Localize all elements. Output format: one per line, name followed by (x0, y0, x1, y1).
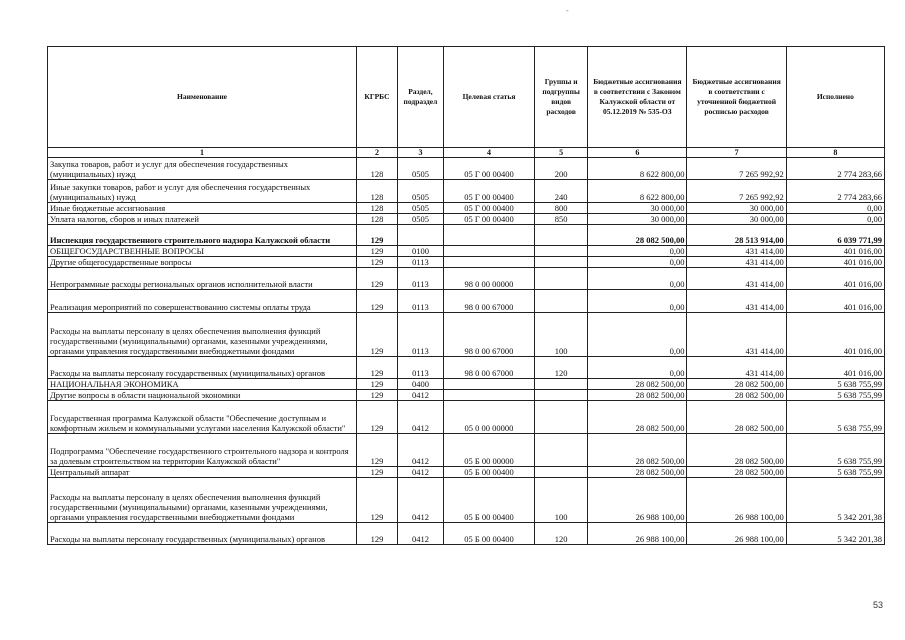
row-name: Иные закупки товаров, работ и услуг для обеспечения государственных (муниципальных) нужд (48, 180, 357, 203)
row-law: 30 000,00 (588, 203, 687, 214)
row-target: 98 0 00 67000 (443, 313, 534, 357)
row-law: 0,00 (588, 313, 687, 357)
row-name: НАЦИОНАЛЬНАЯ ЭКОНОМИКА (48, 379, 357, 390)
row-section: 0113 (397, 357, 443, 379)
row-target: 05 Б 00 00400 (443, 467, 534, 478)
row-kgrbs: 128 (357, 158, 398, 180)
row-law: 30 000,00 (588, 214, 687, 225)
row-name: Инспекция государственного строительного надзора Калужской области (48, 225, 357, 246)
row-refined: 28 082 500,00 (687, 390, 786, 401)
column-number: 5 (535, 148, 588, 158)
row-group (535, 268, 588, 290)
row-group: 850 (535, 214, 588, 225)
row-target: 05 Б 00 00000 (443, 434, 534, 467)
row-section: 0412 (397, 467, 443, 478)
row-target: 05 Г 00 00400 (443, 180, 534, 203)
row-group (535, 225, 588, 246)
row-law: 0,00 (588, 257, 687, 268)
row-name: Расходы на выплаты персоналу государственных (муниципальных) органов (48, 357, 357, 379)
row-executed: 5 638 755,99 (786, 401, 884, 434)
row-target: 98 0 00 67000 (443, 357, 534, 379)
row-group (535, 290, 588, 313)
header-name: Наименование (48, 47, 357, 148)
row-law: 28 082 500,00 (588, 379, 687, 390)
row-target: 05 Б 00 00400 (443, 523, 534, 545)
row-name: Другие вопросы в области национальной экономики (48, 390, 357, 401)
row-refined: 28 082 500,00 (687, 401, 786, 434)
row-group (535, 390, 588, 401)
row-refined: 431 414,00 (687, 268, 786, 290)
page-number: 53 (873, 600, 884, 610)
row-name: Другие общегосударственные вопросы (48, 257, 357, 268)
row-executed: 401 016,00 (786, 268, 884, 290)
column-number: 7 (687, 148, 786, 158)
row-refined: 28 513 914,00 (687, 225, 786, 246)
row-refined: 30 000,00 (687, 214, 786, 225)
row-executed: 5 342 201,38 (786, 523, 884, 545)
header-group: Группы и подгруппы видов расходов (535, 47, 588, 148)
row-section: 0505 (397, 214, 443, 225)
row-section: 0412 (397, 401, 443, 434)
row-law: 8 622 800,00 (588, 158, 687, 180)
row-section: 0113 (397, 257, 443, 268)
row-target: 98 0 00 00000 (443, 268, 534, 290)
row-target (443, 246, 534, 257)
row-group (535, 379, 588, 390)
row-refined: 28 082 500,00 (687, 379, 786, 390)
row-kgrbs: 129 (357, 313, 398, 357)
row-name: Государственная программа Калужской области "Обеспечение доступным и комфортным жильем и коммунальными услугами населения Калужской области" (48, 401, 357, 434)
row-target (443, 225, 534, 246)
column-number: 1 (48, 148, 357, 158)
row-executed: 5 638 755,99 (786, 390, 884, 401)
row-name: Подпрограмма "Обеспечение государственного строительного надзора и контроля за долевым строительством на территории Калужской области" (48, 434, 357, 467)
row-section: 0412 (397, 478, 443, 523)
row-name: Реализация мероприятий по совершенствованию системы оплаты труда (48, 290, 357, 313)
row-kgrbs: 129 (357, 246, 398, 257)
row-law: 26 988 100,00 (588, 478, 687, 523)
table-row (48, 401, 885, 434)
row-name: Иные бюджетные ассигнования (48, 203, 357, 214)
row-group: 120 (535, 357, 588, 379)
row-kgrbs: 128 (357, 203, 398, 214)
row-section (397, 225, 443, 246)
row-executed: 5 638 755,99 (786, 467, 884, 478)
row-name: ОБЩЕГОСУДАРСТВЕННЫЕ ВОПРОСЫ (48, 246, 357, 257)
row-group (535, 467, 588, 478)
row-law: 0,00 (588, 268, 687, 290)
row-target (443, 379, 534, 390)
row-kgrbs: 128 (357, 214, 398, 225)
row-kgrbs: 129 (357, 523, 398, 545)
row-name: Расходы на выплаты персоналу государственных (муниципальных) органов (48, 523, 357, 545)
row-refined: 7 265 992,92 (687, 158, 786, 180)
row-section: 0505 (397, 180, 443, 203)
row-refined: 28 082 500,00 (687, 434, 786, 467)
row-executed: 5 638 755,99 (786, 379, 884, 390)
row-name: Закупка товаров, работ и услуг для обеспечения государственных (муниципальных) нужд (48, 158, 357, 180)
row-group: 100 (535, 478, 588, 523)
row-group (535, 401, 588, 434)
row-executed: 401 016,00 (786, 246, 884, 257)
row-group (535, 434, 588, 467)
table-row (48, 290, 885, 313)
row-law: 26 988 100,00 (588, 523, 687, 545)
row-kgrbs: 129 (357, 478, 398, 523)
row-target (443, 390, 534, 401)
table-row (48, 180, 885, 203)
table-row (48, 225, 885, 246)
budget-table (47, 46, 885, 545)
row-law: 0,00 (588, 246, 687, 257)
table-row (48, 478, 885, 523)
header-kgrbs: КГРБС (357, 47, 398, 148)
row-executed: 401 016,00 (786, 357, 884, 379)
row-law: 0,00 (588, 290, 687, 313)
row-refined: 431 414,00 (687, 357, 786, 379)
table-row (48, 379, 885, 390)
table-row (48, 434, 885, 467)
row-group: 100 (535, 313, 588, 357)
row-name: Расходы на выплаты персоналу в целях обеспечения выполнения функций государственными (муниципальными) органами, казенными учреждениями, органами управления государственными внебюджетными фондами (48, 313, 357, 357)
row-refined: 7 265 992,92 (687, 180, 786, 203)
row-refined: 26 988 100,00 (687, 523, 786, 545)
column-number: 2 (357, 148, 398, 158)
header-target: Целевая статья (443, 47, 534, 148)
row-refined: 431 414,00 (687, 313, 786, 357)
column-number: 3 (397, 148, 443, 158)
row-name: Центральный аппарат (48, 467, 357, 478)
table-row (48, 523, 885, 545)
header-refined: Бюджетные ассигнования в соответствии с уточненной бюджетной росписью расходов (687, 47, 786, 148)
row-kgrbs: 129 (357, 467, 398, 478)
row-law: 0,00 (588, 357, 687, 379)
row-kgrbs: 129 (357, 434, 398, 467)
row-executed: 0,00 (786, 203, 884, 214)
row-group (535, 257, 588, 268)
row-target (443, 257, 534, 268)
row-law: 8 622 800,00 (588, 180, 687, 203)
row-name: Уплата налогов, сборов и иных платежей (48, 214, 357, 225)
column-number: 6 (588, 148, 687, 158)
row-section: 0113 (397, 268, 443, 290)
row-kgrbs: 129 (357, 225, 398, 246)
table-row (48, 246, 885, 257)
row-kgrbs: 129 (357, 390, 398, 401)
row-section: 0400 (397, 379, 443, 390)
row-section: 0100 (397, 246, 443, 257)
row-group: 120 (535, 523, 588, 545)
row-section: 0113 (397, 313, 443, 357)
table-row (48, 357, 885, 379)
row-section: 0412 (397, 434, 443, 467)
row-kgrbs: 129 (357, 268, 398, 290)
table-body (48, 158, 885, 545)
row-law: 28 082 500,00 (588, 467, 687, 478)
table-row (48, 313, 885, 357)
row-refined: 431 414,00 (687, 246, 786, 257)
row-group: 200 (535, 158, 588, 180)
row-executed: 6 039 771,99 (786, 225, 884, 246)
row-executed: 5 342 201,38 (786, 478, 884, 523)
row-executed: 401 016,00 (786, 313, 884, 357)
row-section: 0505 (397, 203, 443, 214)
row-law: 28 082 500,00 (588, 434, 687, 467)
row-target: 98 0 00 67000 (443, 290, 534, 313)
header-row (48, 47, 885, 148)
column-number: 8 (786, 148, 884, 158)
row-kgrbs: 129 (357, 401, 398, 434)
row-group (535, 246, 588, 257)
row-executed: 5 638 755,99 (786, 434, 884, 467)
row-executed: 401 016,00 (786, 257, 884, 268)
table-row (48, 203, 885, 214)
row-executed: 401 016,00 (786, 290, 884, 313)
row-target: 05 Б 00 00400 (443, 478, 534, 523)
row-section: 0412 (397, 390, 443, 401)
row-name: Непрограммные расходы региональных органов исполнительной власти (48, 268, 357, 290)
table-row (48, 268, 885, 290)
header-law: Бюджетные ассигнования в соответствии с Законом Калужской области от 05.12.2019 № 535-ОЗ (588, 47, 687, 148)
row-section: 0505 (397, 158, 443, 180)
row-target: 05 Г 00 00400 (443, 158, 534, 180)
row-law: 28 082 500,00 (588, 401, 687, 434)
row-executed: 0,00 (786, 214, 884, 225)
column-number: 4 (443, 148, 534, 158)
row-group: 800 (535, 203, 588, 214)
scan-mark: - (566, 6, 569, 15)
header-executed: Исполнено (786, 47, 884, 148)
row-name: Расходы на выплаты персоналу в целях обеспечения выполнения функций государственными (муниципальными) органами, казенными учреждениями, органами управления государственными внебюджетными фондами (48, 478, 357, 523)
row-refined: 431 414,00 (687, 290, 786, 313)
header-section: Раздел, подраздел (397, 47, 443, 148)
row-refined: 30 000,00 (687, 203, 786, 214)
row-executed: 2 774 283,66 (786, 158, 884, 180)
row-law: 28 082 500,00 (588, 390, 687, 401)
column-number-row (48, 148, 885, 158)
table-row (48, 158, 885, 180)
row-target: 05 0 00 00000 (443, 401, 534, 434)
table-row (48, 467, 885, 478)
row-target: 05 Г 00 00400 (443, 214, 534, 225)
row-refined: 28 082 500,00 (687, 467, 786, 478)
row-refined: 26 988 100,00 (687, 478, 786, 523)
row-group: 240 (535, 180, 588, 203)
row-kgrbs: 129 (357, 257, 398, 268)
row-kgrbs: 129 (357, 379, 398, 390)
table-row (48, 390, 885, 401)
row-kgrbs: 129 (357, 357, 398, 379)
row-target: 05 Г 00 00400 (443, 203, 534, 214)
row-law: 28 082 500,00 (588, 225, 687, 246)
row-refined: 431 414,00 (687, 257, 786, 268)
row-executed: 2 774 283,66 (786, 180, 884, 203)
table-row (48, 257, 885, 268)
row-kgrbs: 128 (357, 180, 398, 203)
row-section: 0113 (397, 290, 443, 313)
row-kgrbs: 129 (357, 290, 398, 313)
row-section: 0412 (397, 523, 443, 545)
table-row (48, 214, 885, 225)
